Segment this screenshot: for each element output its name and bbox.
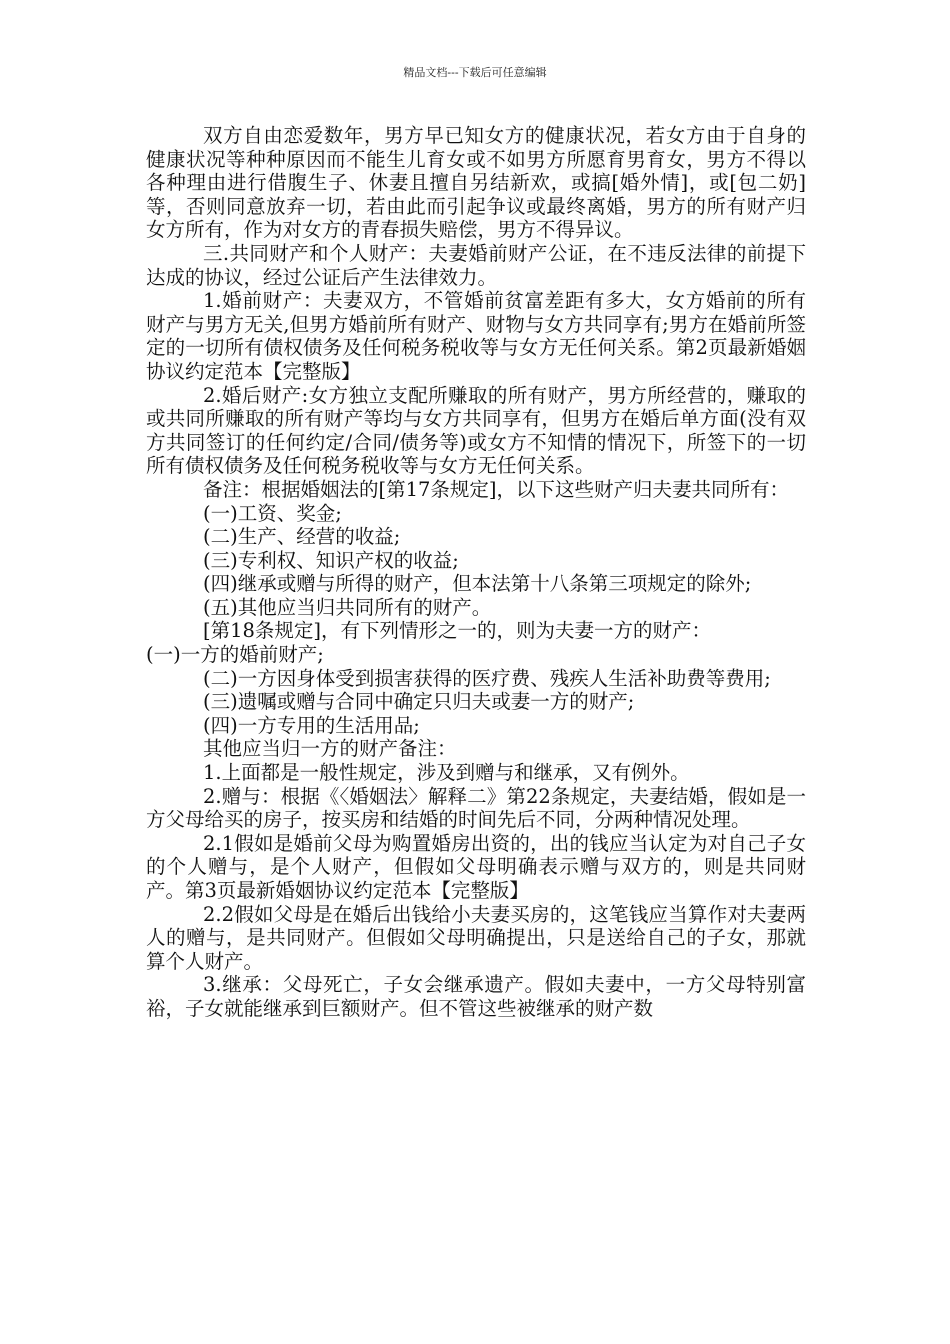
page-header: 精品文档---下载后可任意编辑 [403,66,547,79]
list-item: (五)其他应当归共同所有的财产。 [203,595,492,619]
paragraph: 2.赠与：根据《〈婚姻法〉解释二》第22条规定，夫妻结婚，假如是一方父母给买的房子，按买房和结婚的时间先后不同，分两种情况处理。 [146,784,806,832]
paragraph: 1.上面都是一般性规定，涉及到赠与和继承，又有例外。 [203,761,690,785]
list-item: (三)专利权、知识产权的收益; [203,548,459,572]
paragraph: 2.1假如是婚前父母为购置婚房出资的，出的钱应当认定为对自己子女的个人赠与，是个人财产，但假如父母明确表示赠与双方的，则是共同财产。第3页最新婚姻协议约定范本【完整版】 [146,831,806,902]
list-item: (四)一方专用的生活用品; [203,713,420,737]
paragraph: 备注：根据婚姻法的[第17条规定]，以下这些财产归夫妻共同所有： [203,477,790,501]
paragraph: [第18条规定]，有下列情形之一的，则为夫妻一方的财产： [203,619,712,643]
list-item: (一)一方的婚前财产; [146,643,324,667]
paragraph: 2.2假如父母是在婚后出钱给小夫妻买房的，这笔钱应当算作对夫妻两人的赠与，是共同财产。但假如父母明确提出，只是送给自己的子女，那就算个人财产。 [146,902,806,973]
paragraph: 3.继承：父母死亡，子女会继承遗产。假如夫妻中，一方父母特别富裕，子女就能继承到巨额财产。但不管这些被继承的财产数 [146,973,806,1020]
list-item: (二)一方因身体受到损害获得的医疗费、残疾人生活补助费等费用; [203,666,771,690]
document-body [146,124,806,1021]
list-item: (三)遗嘱或赠与合同中确定只归夫或妻一方的财产; [203,690,635,714]
paragraph: 2.婚后财产:女方独立支配所赚取的所有财产，男方所经营的，赚取的或共同所赚取的所有财产等均与女方共同享有，但男方在婚后单方面(没有双方共同签订的任何约定/合同/债务等)或女方不知情的情况下，所签下的一切所有债权债务及任何税务税收等与女方无任何关系。 [146,383,806,478]
paragraph: 三.共同财产和个人财产：夫妻婚前财产公证，在不违反法律的前提下达成的协议，经过公证后产生法律效力。 [146,241,806,289]
list-item: (二)生产、经营的收益; [203,525,401,549]
paragraph: 其他应当归一方的财产备注： [203,737,457,761]
list-item: (四)继承或赠与所得的财产，但本法第十八条第三项规定的除外; [203,572,752,596]
list-item: (一)工资、奖金; [203,501,342,525]
paragraph: 1.婚前财产：夫妻双方，不管婚前贫富差距有多大，女方婚前的所有财产与男方无关,但男方婚前所有财产、财物与女方共同享有;男方在婚前所签定的一切所有债权债务及任何税务税收等与女方无任何关系。第2页最新婚姻协议约定范本【完整版】 [146,289,806,383]
paragraph: 双方自由恋爱数年，男方早已知女方的健康状况，若女方由于自身的健康状况等种种原因而不能生儿育女或不如男方所愿育男育女，男方不得以各种理由进行借腹生子、休妻且擅自另结新欢，或搞[婚外情]，或[包二奶]等，否则同意放弃一切，若由此而引起争议或最终离婚，男方的所有财产归女方所有，作为对女方的青春损失赔偿，男方不得异议。 [146,124,806,242]
